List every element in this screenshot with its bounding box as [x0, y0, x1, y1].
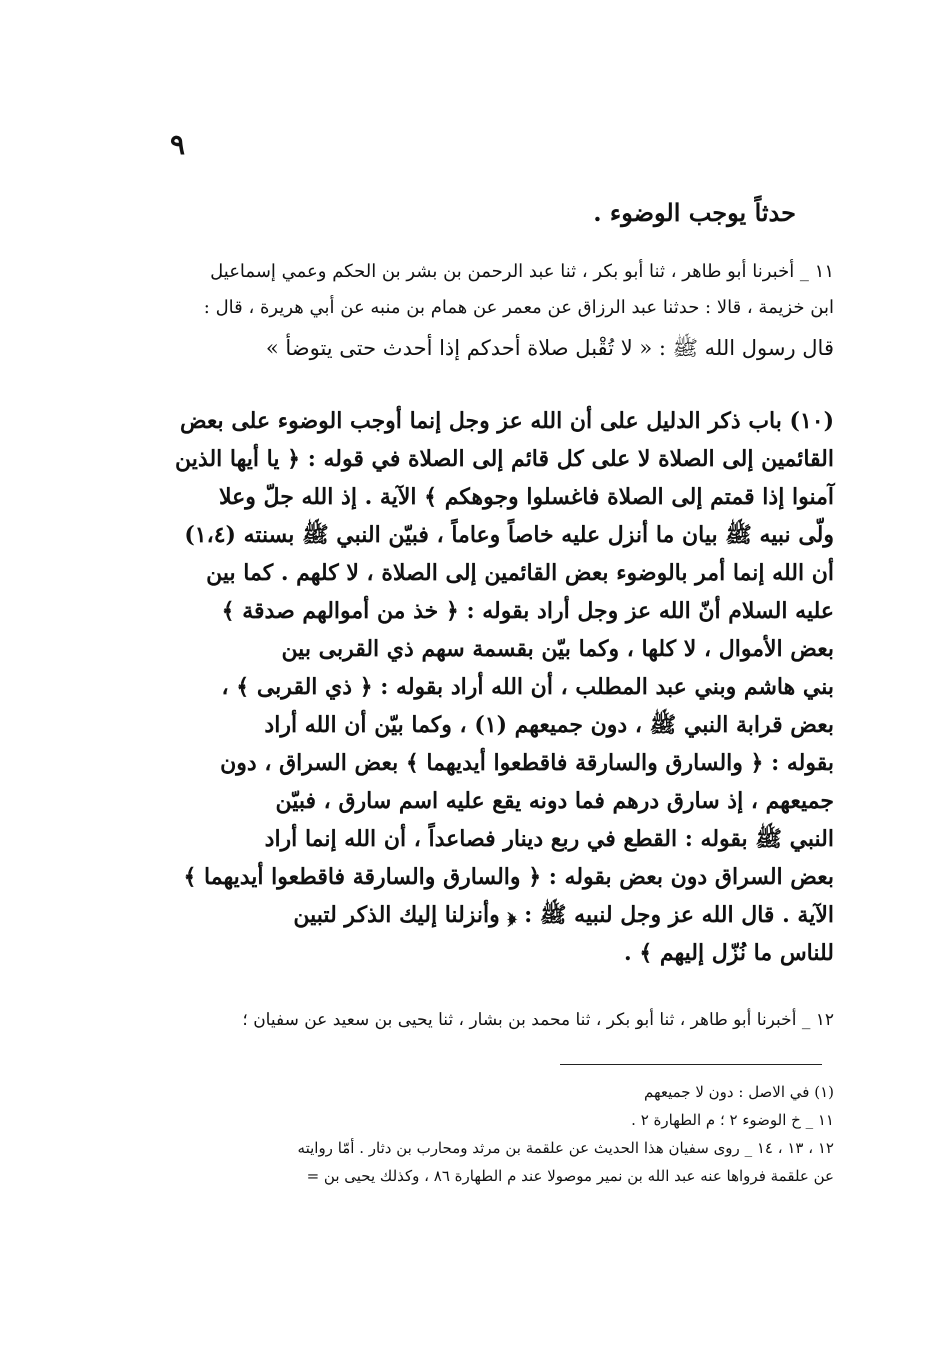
page-number: ٩: [170, 128, 186, 161]
chapter-line: (١٠) باب ذكر الدليل على أن الله عز وجل إنما أوجب الوضوء على بعض: [179, 408, 834, 434]
chapter-line: بعض الأموال ، لا كلها ، وكما بيّن بقسمة سهم ذي القربى بين: [281, 636, 834, 662]
hadith-11-quote: قال رسول الله ﷺ : « لا تُقْبل صلاة أحدكم إذا أحدث حتى يتوضأ »: [265, 336, 834, 360]
footnote-line: عن علقمة فرواها عنه عبد الله بن نمير موصولا عند م الطهارة ٨٦ ، وكذلك يحيى بن =: [306, 1167, 834, 1185]
chapter-line: أن الله إنما أمر بالوضوء بعض القائمين إلى الصلاة ، لا كلهم . كما بين: [206, 560, 834, 586]
chapter-line: جميعهم ، إذ سارق درهم فما دونه يقع عليه اسم سارق ، فبيّن: [275, 788, 834, 814]
footnote-line: (١) في الاصل : دون لا جميعهم: [643, 1083, 834, 1101]
chapter-line: القائمين إلى الصلاة لا على كل قائم إلى الصلاة في قوله : ﴿ يا أيها الذين: [175, 446, 834, 472]
chapter-line: بني هاشم وبني عبد المطلب ، أن الله أراد بقوله : ﴿ ذي القربى ﴾ ،: [221, 674, 834, 700]
hadith-11-line: ابن خزيمة ، قالا : حدثنا عبد الرزاق عن معمر عن همام بن منبه عن أبي هريرة ، قال :: [203, 297, 834, 318]
chapter-line: للناس ما نُزّل إليهم ﴾ .: [624, 940, 834, 966]
chapter-line: عليه السلام أنّ الله عز وجل أراد بقوله : ﴿ خذ من أموالهم صدقة ﴾: [221, 598, 834, 624]
hadith-11-block: [94, 254, 834, 366]
chapter-line: بعض قرابة النبي ﷺ ، دون جميعهم (١) ، وكما بيّن أن الله أراد: [264, 712, 834, 738]
chapter-line: بعض السراق دون بعض بقوله : ﴿ والسارق والسارقة فاقطعوا أيديهما ﴾: [183, 864, 834, 890]
footnote-line: ١١ _ خ الوضوء ٢ ؛ م الطهارة ٢ .: [631, 1111, 834, 1129]
hadith-11-line: ١١ _ أخبرنا أبو طاهر ، ثنا أبو بكر ، ثنا عبد الرحمن بن بشر بن الحكم وعمي إسماعيل: [210, 261, 834, 282]
footnote-divider: [560, 1064, 822, 1065]
chapter-line: الآية . قال الله عز وجل لنبيه ﷺ : ﴿ وأنزلنا إليك الذكر لتبين: [293, 902, 834, 928]
footnotes-block: [94, 1078, 834, 1190]
chapter-line: ولّى نبيه ﷺ بيان ما أنزل عليه خاصاً وعاماً ، فبيّن النبي ﷺ بسنته (١،٤): [184, 522, 834, 548]
continuation-line: حدثاً يوجب الوضوء .: [593, 198, 796, 227]
chapter-line: بقوله : ﴿ والسارق والسارقة فاقطعوا أيديهما ﴾ بعض السراق ، دون: [220, 750, 834, 776]
hadith-12-line: ١٢ _ أخبرنا أبو طاهر ، ثنا أبو بكر ، ثنا محمد بن بشار ، ثنا يحيى بن سعيد عن سفيان ؛: [242, 1010, 834, 1030]
chapter-line: آمنوا إذا قمتم إلى الصلاة فاغسلوا وجوهكم ﴾ الآية . إذ الله جلّ وعلا: [219, 484, 834, 510]
chapter-line: النبي ﷺ بقوله : القطع في ربع دينار فصاعداً ، أن الله إنما أراد: [264, 826, 834, 852]
footnote-line: ١٢ ، ١٣ ، ١٤ _ روى سفيان هذا الحديث عن علقمة بن مرثد ومحارب بن دثار . أمّا روايته: [297, 1139, 834, 1157]
chapter-10-block: [114, 402, 834, 972]
